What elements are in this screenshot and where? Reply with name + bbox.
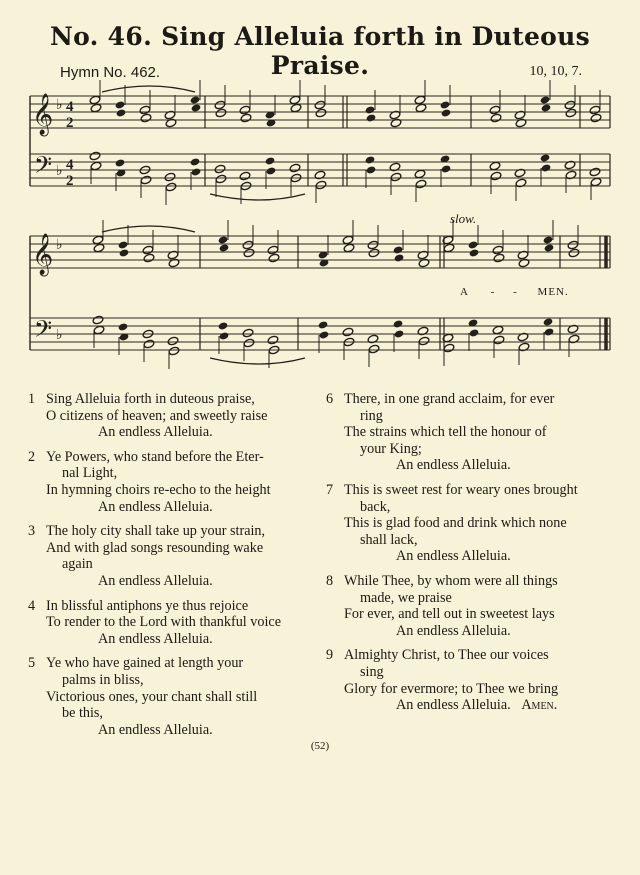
note-head [267, 245, 279, 255]
note-head [143, 339, 155, 349]
note-head [116, 108, 127, 117]
verse-line: There, in one grand acclaim, for ever [344, 391, 555, 407]
flat-sign-icon: ♭ [56, 327, 63, 343]
note-head [368, 344, 380, 354]
tempo-marking: slow. [450, 211, 477, 226]
note-head [191, 167, 202, 176]
note-head [543, 235, 554, 244]
verse-line: An endless Alleluia. [98, 498, 213, 515]
verse-line: Almighty Christ, to Thee our voices [344, 647, 549, 664]
note-head [118, 240, 129, 249]
note-head [267, 335, 279, 345]
verse-line: An endless Alleluia. [396, 457, 511, 474]
note-head [394, 329, 405, 338]
verse-number: 9 [326, 647, 334, 664]
note-head [393, 245, 404, 254]
note-head [219, 243, 230, 252]
note-head [540, 95, 551, 104]
verse-line: An endless Alleluia. [98, 572, 213, 589]
note-head [215, 108, 227, 118]
note-head [366, 165, 377, 174]
note-head [140, 113, 152, 123]
verse-line: In blissful antiphons ye thus rejoice [46, 597, 249, 614]
treble-clef-icon: 𝄞 [32, 94, 54, 135]
verse [28, 449, 320, 515]
verse-line: An endless Alleluia. [396, 622, 511, 639]
note-head [90, 161, 102, 171]
time-signature: 2 [66, 115, 74, 131]
note-head [118, 322, 129, 331]
note-head [115, 158, 126, 167]
note-head [239, 171, 251, 181]
note-head [218, 235, 229, 244]
note-head [290, 103, 302, 113]
verse-line: nal Light, [62, 465, 118, 482]
note-head [215, 174, 227, 184]
note-head [218, 321, 229, 330]
amen-syllable: - [490, 286, 496, 298]
music-score [0, 0, 640, 380]
verse [326, 573, 616, 639]
verse-line: To render to the Lord with thankful voice [46, 614, 282, 631]
treble-clef-icon: 𝄞 [32, 234, 54, 275]
note-head [489, 161, 501, 171]
note-head [415, 179, 427, 189]
note-head [589, 167, 601, 177]
note-head [240, 113, 252, 123]
verses-column-left [28, 391, 320, 746]
verse [28, 391, 320, 441]
verse-line: The holy city shall take up your strain, [46, 523, 266, 540]
note-head [469, 328, 480, 337]
note-head [418, 336, 430, 346]
note-head [164, 172, 176, 182]
amen-syllable: MEN. [537, 286, 569, 298]
time-signature: 4 [66, 99, 74, 115]
verse-line: again [62, 556, 93, 573]
verse-line: sing [360, 663, 384, 680]
note-head [493, 253, 505, 263]
note-head [567, 240, 579, 250]
verse-line: This is glad food and drink which none [344, 515, 567, 532]
note-head [318, 320, 329, 329]
note-head [415, 103, 427, 113]
amen-text: Amen. [521, 697, 558, 714]
slur [102, 226, 195, 232]
verses-column-right [326, 391, 616, 722]
note-head [342, 327, 354, 337]
note-head [289, 95, 301, 105]
note-head [568, 248, 580, 258]
verse-line: be this, [62, 705, 103, 722]
verse-line: For ever, and tell out in sweetest lays [344, 606, 555, 623]
page-number: (52) [310, 740, 330, 752]
note-head [90, 103, 102, 113]
verse-line: shall lack, [360, 531, 418, 548]
note-head [492, 325, 504, 335]
note-head [540, 153, 551, 162]
time-signature: 2 [66, 173, 74, 189]
note-head [541, 163, 552, 172]
note-head [543, 317, 554, 326]
note-head [390, 172, 402, 182]
note-head [393, 319, 404, 328]
note-head [93, 243, 105, 253]
note-head [191, 103, 202, 112]
note-head [142, 245, 154, 255]
note-head [367, 240, 379, 250]
note-head [365, 155, 376, 164]
verse-line: made, we praise [360, 589, 452, 606]
flat-sign-icon: ♭ [56, 163, 63, 179]
hymn-title: No. 46. Sing Alleluia forth in Duteous Praise. [49, 22, 590, 80]
verse [28, 523, 320, 589]
note-head [492, 245, 504, 255]
verse-line: Ye Powers, who stand before the Eter- [46, 448, 264, 465]
note-head [140, 175, 152, 185]
note-head [315, 180, 327, 190]
note-head [214, 100, 226, 110]
note-head [92, 315, 104, 325]
bass-clef-icon: 𝄢 [34, 151, 53, 184]
meter: 10, 10, 7. [529, 64, 582, 79]
note-head [167, 336, 179, 346]
note-head [443, 343, 455, 353]
verse-line: An endless Alleluia. [98, 630, 213, 647]
note-head [490, 113, 502, 123]
note-head [165, 182, 177, 192]
verse [326, 482, 616, 565]
note-head [342, 235, 354, 245]
note-head [268, 253, 280, 263]
slur [210, 358, 305, 364]
note-head [89, 151, 101, 161]
note-head [214, 164, 226, 174]
note-head [365, 105, 376, 114]
verse-number: 8 [326, 572, 334, 589]
note-head [243, 338, 255, 348]
note-head [219, 331, 230, 340]
verse-line: Sing Alleluia forth in duteous praise, [46, 391, 255, 407]
verse-line: Victorious ones, your chant shall still [46, 688, 258, 705]
verse-line: The strains which tell the honour of [344, 424, 547, 441]
note-head [589, 105, 601, 115]
note-head [441, 108, 452, 117]
verse-line: This is sweet rest for weary ones brought [344, 481, 578, 498]
verse-number: 1 [28, 391, 36, 407]
verse [326, 647, 616, 713]
note-head [366, 113, 377, 122]
note-head [243, 248, 255, 258]
verse-line: palms in bliss, [62, 671, 144, 688]
note-head [541, 103, 552, 112]
verse [326, 391, 616, 474]
note-head [93, 325, 105, 335]
note-head [190, 95, 201, 104]
note-head [394, 253, 405, 262]
note-head [143, 253, 155, 263]
verse-line [326, 697, 616, 714]
note-head [468, 240, 479, 249]
slur [102, 86, 195, 92]
verse-line: O citizens of heaven; and sweetly raise [46, 407, 268, 424]
note-head [441, 164, 452, 173]
note-head [314, 100, 326, 110]
verse-text: An endless Alleluia. [396, 697, 511, 714]
amen-syllable: - [513, 286, 518, 298]
verse-number: 3 [28, 523, 36, 540]
note-head [139, 105, 151, 115]
note-head [242, 328, 254, 338]
note-head [265, 156, 276, 165]
note-head [544, 243, 555, 252]
note-head [119, 248, 130, 257]
verse-line: ring [360, 407, 383, 424]
verse-number: 4 [28, 597, 36, 614]
verse-number: 5 [28, 655, 36, 672]
note-head [414, 95, 426, 105]
note-head [414, 169, 426, 179]
verse-line: And with glad songs resounding wake [46, 539, 264, 556]
verse-line: back, [360, 498, 391, 515]
verse-line: Ye who have gained at length your [46, 655, 244, 672]
verse-line: An endless Alleluia. [396, 548, 511, 565]
verse-number: 2 [28, 448, 36, 465]
note-head [469, 248, 480, 257]
flat-sign-icon: ♭ [56, 237, 63, 253]
note-head [315, 108, 327, 118]
note-head [89, 95, 101, 105]
note-head [343, 243, 355, 253]
verse [28, 598, 320, 648]
verse-line: In hymning choirs re-echo to the height [46, 481, 271, 498]
verse [28, 655, 320, 738]
note-head [440, 100, 451, 109]
note-head [266, 166, 277, 175]
note-head [490, 171, 502, 181]
verse-number: 6 [326, 391, 334, 407]
amen-lyric [460, 286, 569, 298]
amen-syllable: A [460, 286, 469, 298]
note-head [590, 177, 602, 187]
note-head [190, 157, 201, 166]
verse-number: 7 [326, 481, 334, 498]
note-head [168, 346, 180, 356]
time-signature: 4 [66, 157, 74, 173]
note-head [565, 108, 577, 118]
flat-sign-icon: ♭ [56, 97, 63, 113]
note-head [289, 163, 301, 173]
note-head [564, 100, 576, 110]
verse-line: An endless Alleluia. [98, 721, 213, 738]
note-head [239, 105, 251, 115]
note-head [92, 235, 104, 245]
note-head [590, 113, 602, 123]
note-head [115, 100, 126, 109]
verse-line: While Thee, by whom were all things [344, 572, 558, 589]
verse-line: An endless Alleluia. [98, 424, 213, 441]
note-head [544, 327, 555, 336]
note-head [319, 330, 330, 339]
note-head [242, 240, 254, 250]
verse-line: your King; [360, 440, 422, 457]
bass-clef-icon: 𝄢 [34, 315, 53, 348]
hymn-number: Hymn No. 462. [60, 64, 161, 81]
note-head [489, 105, 501, 115]
note-head [493, 335, 505, 345]
note-head [368, 248, 380, 258]
note-head [443, 243, 455, 253]
verse-line: Glory for evermore; to Thee we bring [344, 680, 559, 697]
